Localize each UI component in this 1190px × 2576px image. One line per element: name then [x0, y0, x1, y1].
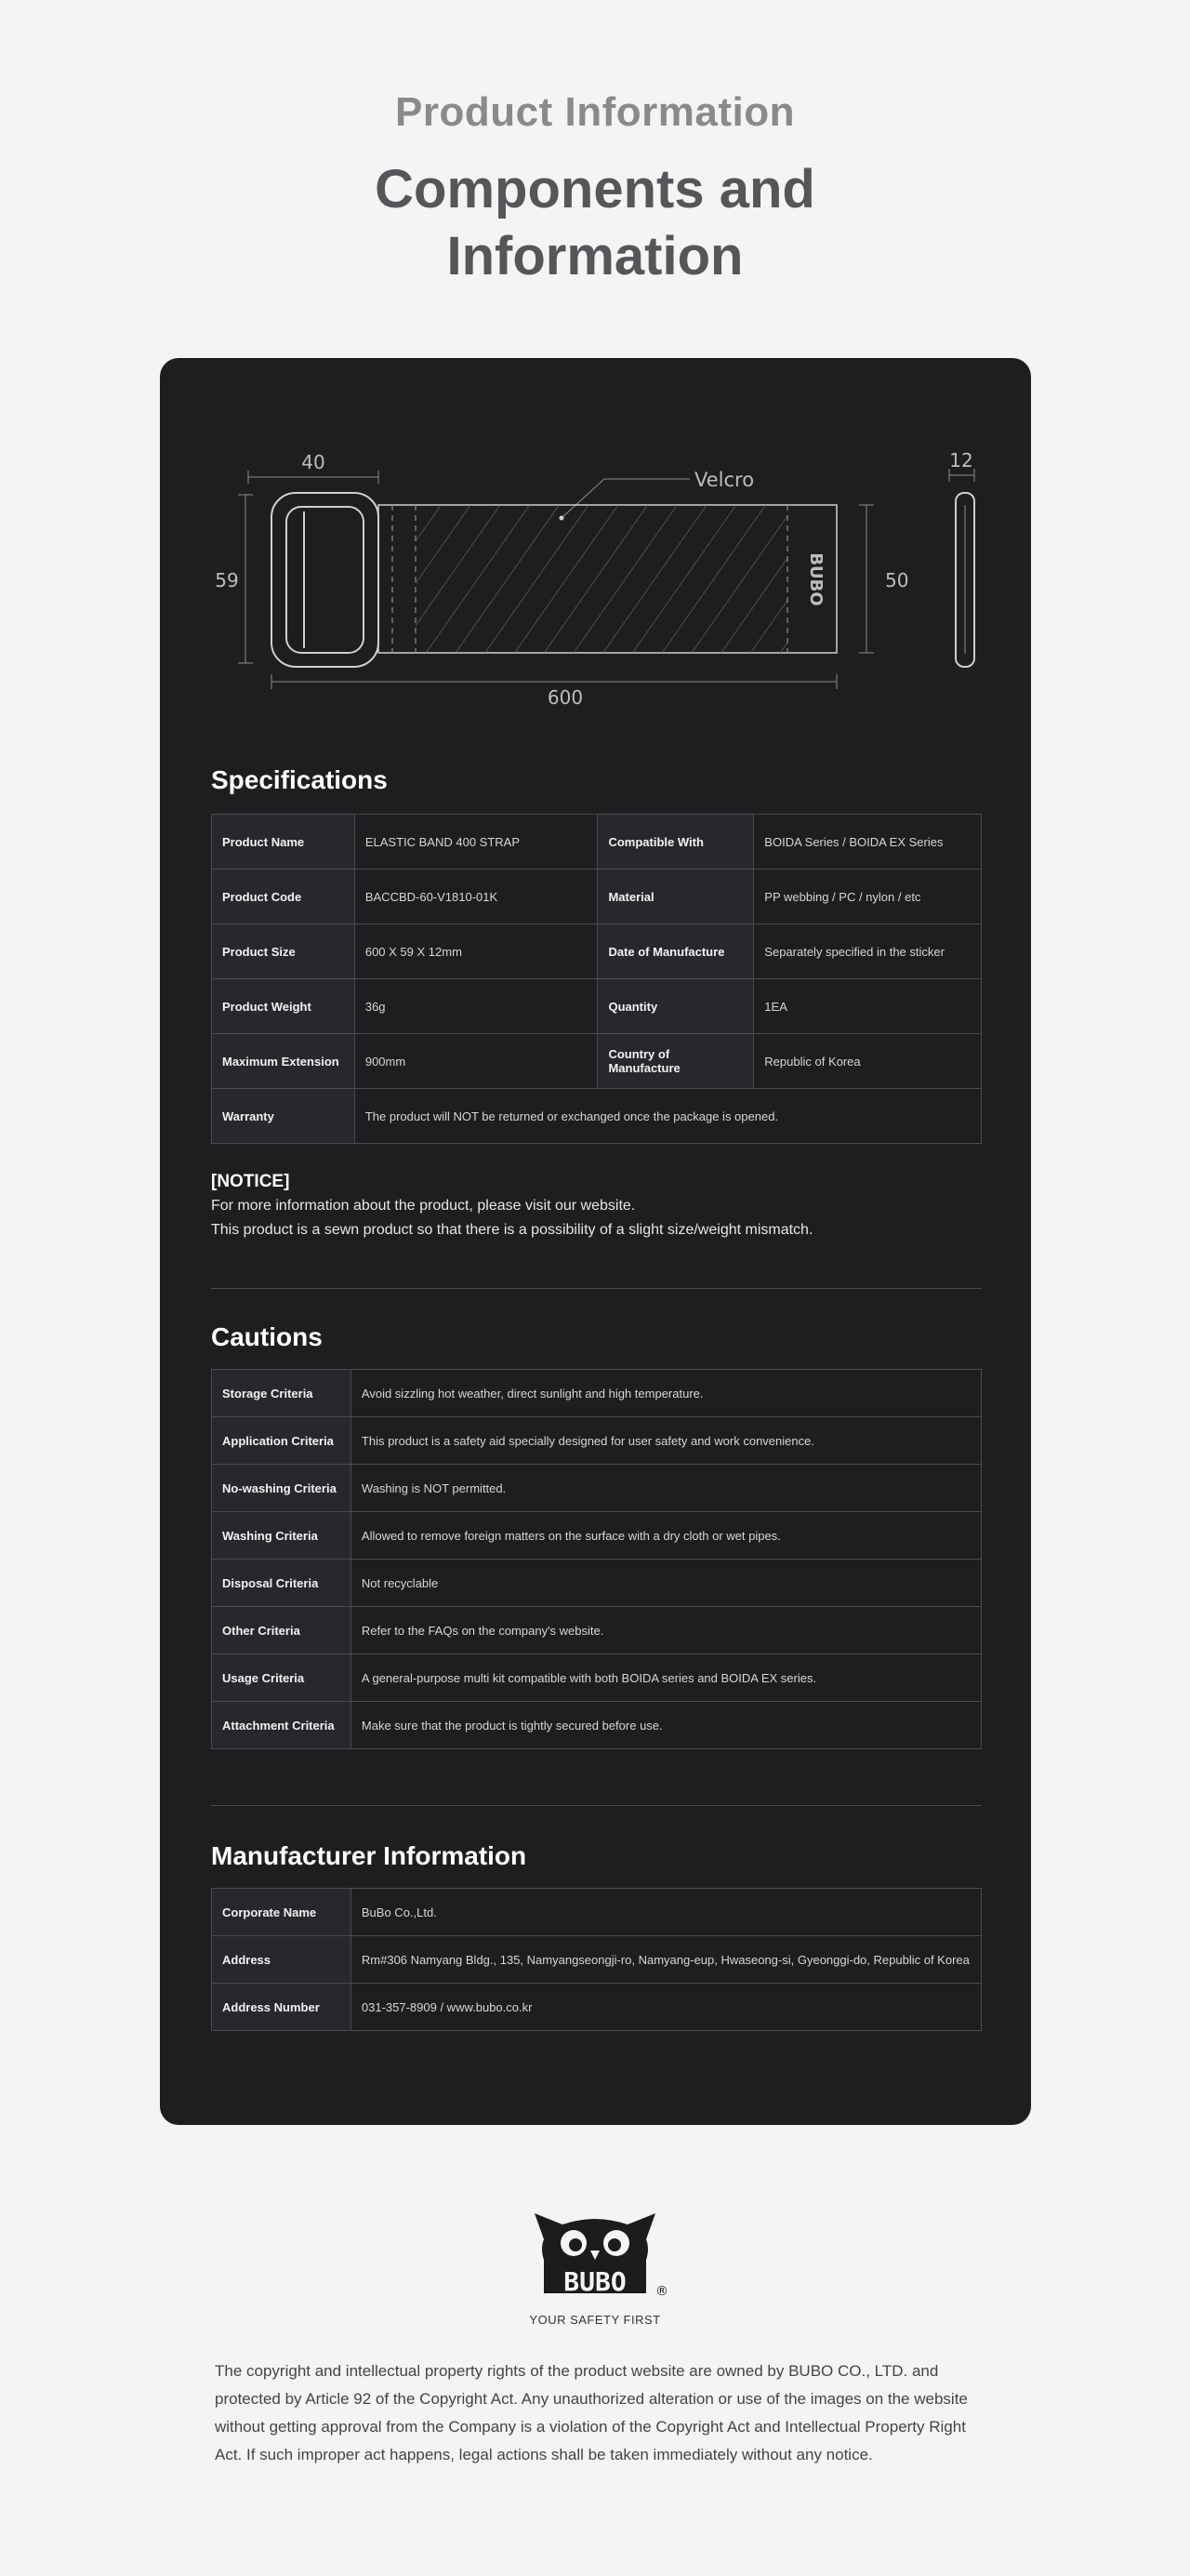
copyright-notice: The copyright and intellectual property rights of the product website are owned by BUBO CO., LTD. and protected by Article 92 of the Copyright Act. Any unauthorized alteration or use of the images on the website without getting approval from the Company is a violation of the Copyright Act and Intellectual Property Right Act. If such improper act happens, legal actions shall be taken immediately without any notice.: [215, 2362, 968, 2463]
spec-value-warranty: The product will NOT be returned or exchanged once the package is opened.: [354, 1089, 981, 1144]
section-divider: [211, 1805, 982, 1806]
cautions-table: [211, 1369, 982, 1749]
specifications-title: Specifications: [211, 765, 388, 794]
caution-value: Allowed to remove foreign matters on the surface with a dry cloth or wet pipes.: [350, 1512, 981, 1560]
table-row: [212, 1512, 982, 1560]
table-row: [212, 979, 982, 1034]
spec-value: Republic of Korea: [754, 1034, 982, 1089]
manufacturer-label: Address Number: [212, 1984, 351, 2031]
table-row: [212, 870, 982, 924]
spec-value: 36g: [354, 979, 598, 1034]
dim-label-height: 59: [215, 569, 239, 591]
bubo-owl-logo: [516, 2202, 674, 2306]
spec-value: BOIDA Series / BOIDA EX Series: [754, 815, 982, 870]
manufacturer-table: [211, 1888, 982, 2031]
manufacturer-label: Address: [212, 1936, 351, 1984]
caution-label: Other Criteria: [212, 1607, 351, 1654]
table-row: [212, 1936, 982, 1984]
caution-label: Application Criteria: [212, 1417, 351, 1465]
caution-label: No-washing Criteria: [212, 1465, 351, 1512]
spec-value: BACCBD-60-V1810-01K: [354, 870, 598, 924]
caution-value: Washing is NOT permitted.: [350, 1465, 981, 1512]
specifications-table: [211, 814, 982, 1144]
caution-value: A general-purpose multi kit compatible with both BOIDA series and BOIDA EX series.: [350, 1654, 981, 1702]
caution-label: Disposal Criteria: [212, 1560, 351, 1607]
dim-label-strap-height: 50: [885, 569, 909, 591]
spec-label: Date of Manufacture: [598, 924, 754, 979]
table-row: [212, 1654, 982, 1702]
caution-value: Make sure that the product is tightly secured before use.: [350, 1702, 981, 1749]
spec-label: Product Weight: [212, 979, 355, 1034]
table-row: [212, 1889, 982, 1936]
table-row: [212, 1417, 982, 1465]
manufacturer-value: 031-357-8909 / www.bubo.co.kr: [350, 1984, 981, 2031]
page-header: [0, 0, 1190, 290]
logo-wordmark: BUBO: [563, 2266, 627, 2297]
strap-logo: BUBO: [806, 552, 826, 606]
spec-value: Separately specified in the sticker: [754, 924, 982, 979]
brand-slogan: YOUR SAFETY FIRST: [529, 2313, 661, 2327]
spec-value: PP webbing / PC / nylon / etc: [754, 870, 982, 924]
caution-value: This product is a safety aid specially designed for user safety and work convenience.: [350, 1417, 981, 1465]
table-row: [212, 1370, 982, 1417]
caution-label: Storage Criteria: [212, 1370, 351, 1417]
table-row: [212, 1034, 982, 1089]
dim-label-buckle-width: 40: [301, 451, 325, 473]
manufacturer-label: Corporate Name: [212, 1889, 351, 1936]
caution-label: Usage Criteria: [212, 1654, 351, 1702]
spec-value: ELASTIC BAND 400 STRAP: [354, 815, 598, 870]
manufacturer-value: Rm#306 Namyang Bldg., 135, Namyangseongji-ro, Namyang-eup, Hwaseong-si, Gyeonggi-do, Republic of Korea: [350, 1936, 981, 1984]
spec-label: Compatible With: [598, 815, 754, 870]
table-row: [212, 815, 982, 870]
velcro-label: Velcro: [694, 469, 755, 491]
notice-line-1: For more information about the product, please visit our website.: [211, 1198, 636, 1214]
product-info-card: [160, 358, 1031, 2125]
product-diagram: [160, 358, 1031, 730]
table-row: [212, 1702, 982, 1749]
dim-label-length: 600: [547, 686, 584, 709]
manufacturer-value: BuBo Co.,Ltd.: [350, 1889, 981, 1936]
spec-label: Quantity: [598, 979, 754, 1034]
caution-label: Attachment Criteria: [212, 1702, 351, 1749]
page-subtitle: Product Information: [395, 89, 795, 135]
spec-label: Product Code: [212, 870, 355, 924]
spec-value: 600 X 59 X 12mm: [354, 924, 598, 979]
caution-value: Not recyclable: [350, 1560, 981, 1607]
table-row: [212, 924, 982, 979]
table-row: [212, 1984, 982, 2031]
cautions-title: Cautions: [211, 1322, 323, 1351]
caution-value: Refer to the FAQs on the company's website.: [350, 1607, 981, 1654]
manufacturer-title: Manufacturer Information: [211, 1841, 527, 1870]
section-divider: [211, 1288, 982, 1289]
page-title: Components and Information: [375, 159, 815, 286]
registered-mark: ®: [655, 2284, 668, 2299]
table-row: [212, 1089, 982, 1144]
spec-label: Product Name: [212, 815, 355, 870]
spec-value: 900mm: [354, 1034, 598, 1089]
spec-label: Maximum Extension: [212, 1034, 355, 1089]
notice-line-2: This product is a sewn product so that there is a possibility of a slight size/weight mismatch.: [211, 1222, 813, 1238]
spec-label: Country of Manufacture: [598, 1034, 754, 1089]
table-row: [212, 1560, 982, 1607]
table-row: [212, 1465, 982, 1512]
spec-value: 1EA: [754, 979, 982, 1034]
spec-label-warranty: Warranty: [212, 1089, 355, 1144]
caution-label: Washing Criteria: [212, 1512, 351, 1560]
table-row: [212, 1607, 982, 1654]
notice-block: [211, 1170, 813, 1242]
spec-label: Material: [598, 870, 754, 924]
caution-value: Avoid sizzling hot weather, direct sunlight and high temperature.: [350, 1370, 981, 1417]
dim-label-thickness: 12: [949, 449, 973, 471]
spec-label: Product Size: [212, 924, 355, 979]
notice-title: [NOTICE]: [211, 1172, 290, 1191]
brand-logo-block: [0, 2202, 1190, 2327]
